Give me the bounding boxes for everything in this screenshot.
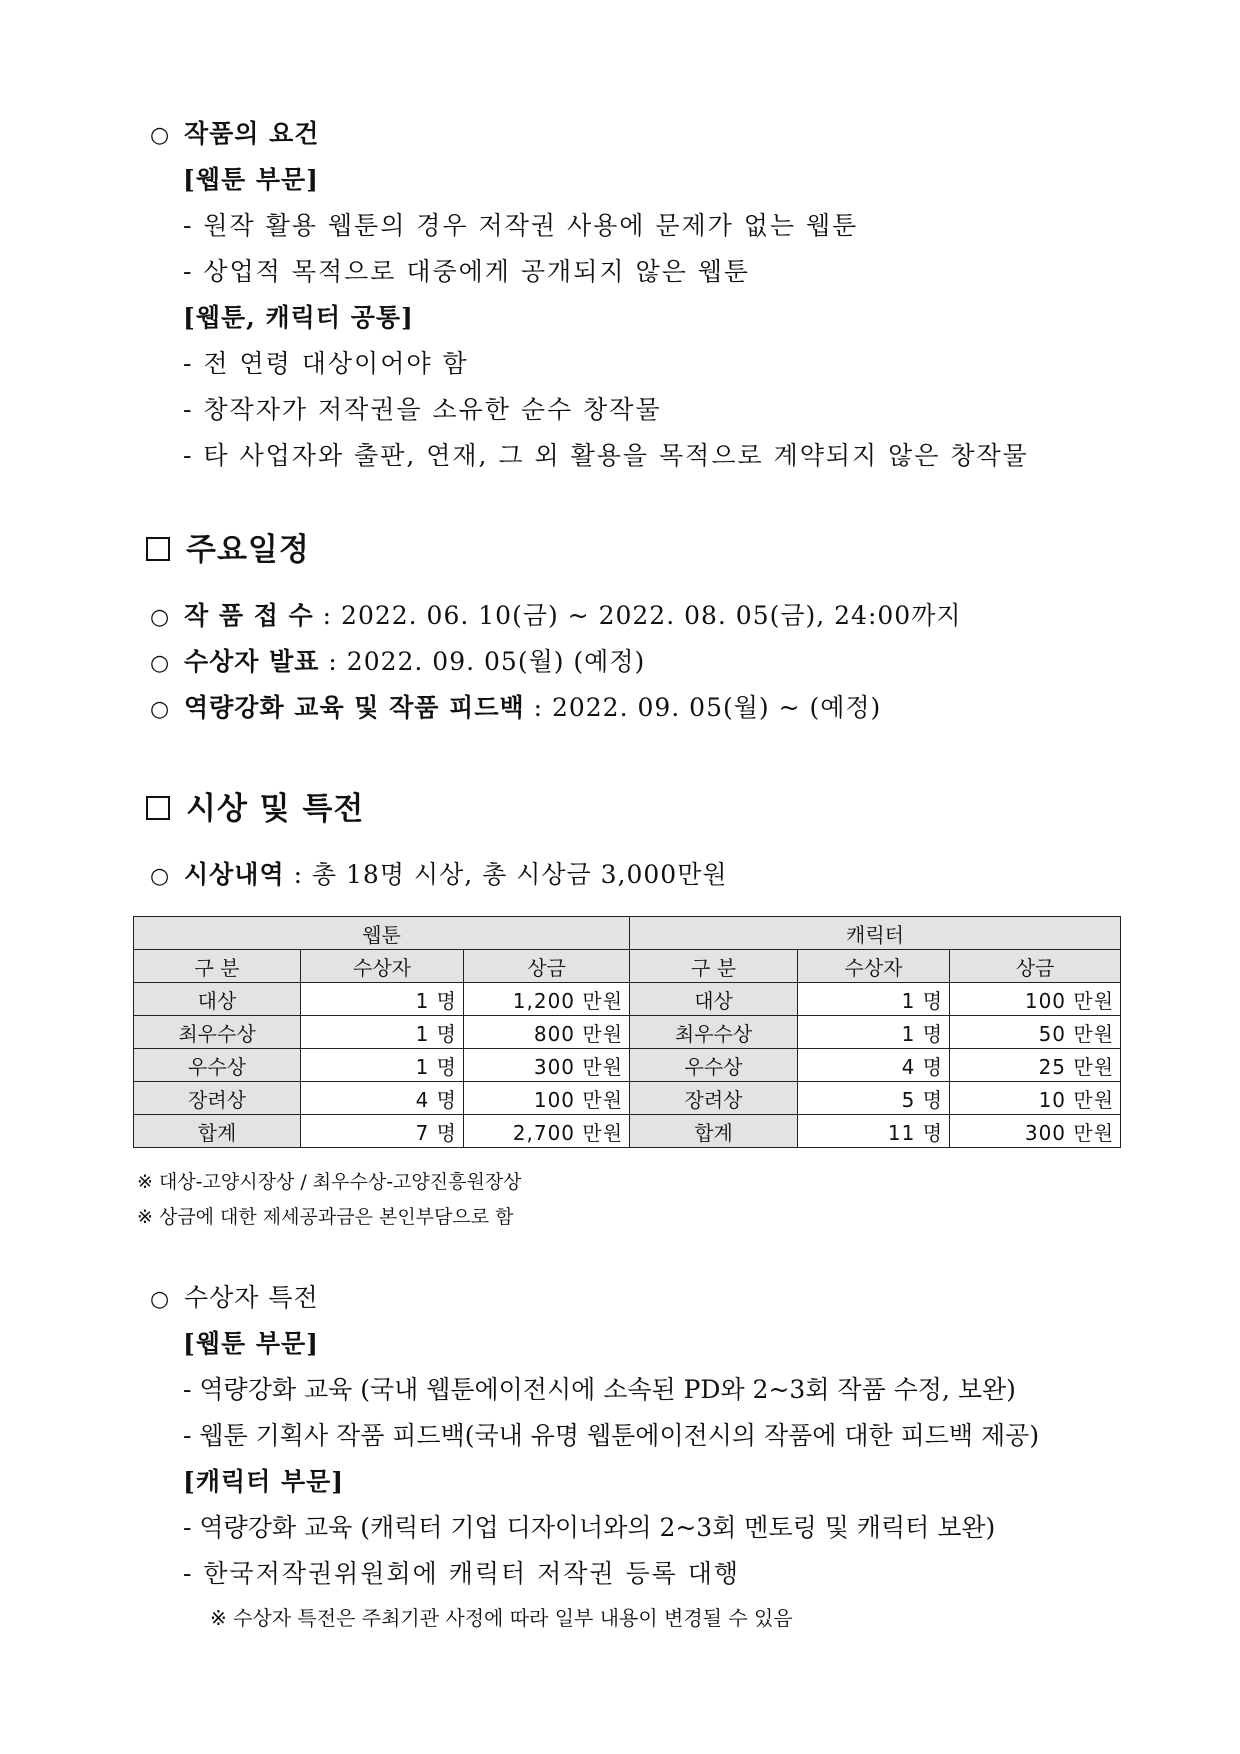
table-cell: 800 만원 [464, 1016, 630, 1049]
table-cell: 1 명 [798, 983, 950, 1016]
table-cell: 최우수상 [630, 1016, 798, 1049]
table-cell: 2,700 만원 [464, 1115, 630, 1148]
table-row [134, 1016, 1121, 1049]
table-cell: 최우수상 [134, 1016, 301, 1049]
checkbox-square-icon [146, 796, 170, 820]
table-cell: 7 명 [301, 1115, 464, 1148]
requirements-heading: ○ 작품의 요건 [150, 119, 320, 148]
table-cell: 11 명 [798, 1115, 950, 1148]
awards-note: ※ 상금에 대한 제세공과금은 본인부담으로 함 [137, 1206, 514, 1228]
table-cell: 합계 [134, 1115, 301, 1148]
awards-section-title: 시상 및 특전 [146, 783, 364, 828]
circle-bullet-icon: ○ [150, 1287, 171, 1312]
list-item: - 전 연령 대상이어야 함 [183, 349, 469, 378]
table-cell: 300 만원 [464, 1049, 630, 1082]
requirements-webtoon-title: [웹툰 부문] [183, 165, 319, 194]
table-cell: 1 명 [301, 983, 464, 1016]
awards-summary: ○ 시상내역 : 총 18명 시상, 총 시상금 3,000만원 [150, 860, 728, 889]
column-header: 구 분 [134, 950, 301, 983]
column-header: 구 분 [630, 950, 798, 983]
table-group-header-row [134, 917, 1121, 950]
table-cell: 100 만원 [950, 983, 1121, 1016]
list-item: - 한국저작권위원회에 캐릭터 저작권 등록 대행 [183, 1559, 741, 1588]
benefits-note: ※ 수상자 특전은 주최기관 사정에 따라 일부 내용이 변경될 수 있음 [210, 1606, 793, 1630]
benefits-heading: ○ 수상자 특전 [150, 1283, 319, 1312]
table-cell: 300 만원 [950, 1115, 1121, 1148]
list-item: - 웹툰 기획사 작품 피드백(국내 유명 웹툰에이전시의 작품에 대한 피드백 제공) [183, 1421, 1040, 1450]
table-cell: 10 만원 [950, 1082, 1121, 1115]
table-cell: 1 명 [798, 1016, 950, 1049]
table-cell: 장려상 [630, 1082, 798, 1115]
table-cell: 1 명 [301, 1049, 464, 1082]
column-header: 수상자 [301, 950, 464, 983]
list-item: - 원작 활용 웹툰의 경우 저작권 사용에 문제가 없는 웹툰 [183, 211, 859, 240]
table-row [134, 1082, 1121, 1115]
table-row [134, 983, 1121, 1016]
table-row [134, 1049, 1121, 1082]
group-character-header: 캐릭터 [630, 917, 1121, 950]
table-cell: 25 만원 [950, 1049, 1121, 1082]
table-column-header-row [134, 950, 1121, 983]
circle-bullet-icon: ○ [150, 605, 171, 630]
table-cell: 1 명 [301, 1016, 464, 1049]
table-cell: 4 명 [301, 1082, 464, 1115]
benefits-character-title: [캐릭터 부문] [183, 1467, 345, 1496]
table-total-row [134, 1115, 1121, 1148]
table-cell: 4 명 [798, 1049, 950, 1082]
table-cell: 1,200 만원 [464, 983, 630, 1016]
table-cell: 합계 [630, 1115, 798, 1148]
table-cell: 우수상 [630, 1049, 798, 1082]
group-webtoon-header: 웹툰 [134, 917, 630, 950]
schedule-item: ○ 수상자 발표 : 2022. 09. 05(월) (예정) [150, 647, 646, 676]
circle-bullet-icon: ○ [150, 864, 171, 889]
list-item: - 역량강화 교육 (캐릭터 기업 디자이너와의 2~3회 멘토링 및 캐릭터 보완) [183, 1513, 996, 1542]
table-cell: 대상 [630, 983, 798, 1016]
table-cell: 대상 [134, 983, 301, 1016]
list-item: - 역량강화 교육 (국내 웹툰에이전시에 소속된 PD와 2~3회 작품 수정, 보완) [183, 1375, 1016, 1404]
column-header: 상금 [464, 950, 630, 983]
list-item: - 상업적 목적으로 대중에게 공개되지 않은 웹툰 [183, 257, 750, 286]
list-item: - 타 사업자와 출판, 연재, 그 외 활용을 목적으로 계약되지 않은 창작물 [183, 441, 1029, 470]
table-cell: 5 명 [798, 1082, 950, 1115]
table-cell: 장려상 [134, 1082, 301, 1115]
table-cell: 우수상 [134, 1049, 301, 1082]
circle-bullet-icon: ○ [150, 651, 171, 676]
requirements-common-title: [웹툰, 캐릭터 공통] [183, 303, 414, 332]
benefits-webtoon-title: [웹툰 부문] [183, 1329, 319, 1358]
checkbox-square-icon [146, 537, 170, 561]
prize-table [133, 916, 1121, 1148]
circle-bullet-icon: ○ [150, 697, 171, 722]
awards-note: ※ 대상-고양시장상 / 최우수상-고양진흥원장상 [137, 1171, 522, 1193]
schedule-section-title: 주요일정 [146, 524, 310, 569]
schedule-item: ○ 역량강화 교육 및 작품 피드백 : 2022. 09. 05(월) ~ (예정) [150, 693, 882, 722]
schedule-item: ○ 작 품 접 수 : 2022. 06. 10(금) ~ 2022. 08. 05(금), 24:00까지 [150, 601, 962, 630]
table-cell: 50 만원 [950, 1016, 1121, 1049]
circle-bullet-icon: ○ [150, 123, 171, 148]
column-header: 수상자 [798, 950, 950, 983]
column-header: 상금 [950, 950, 1121, 983]
table-cell: 100 만원 [464, 1082, 630, 1115]
list-item: - 창작자가 저작권을 소유한 순수 창작물 [183, 395, 662, 424]
